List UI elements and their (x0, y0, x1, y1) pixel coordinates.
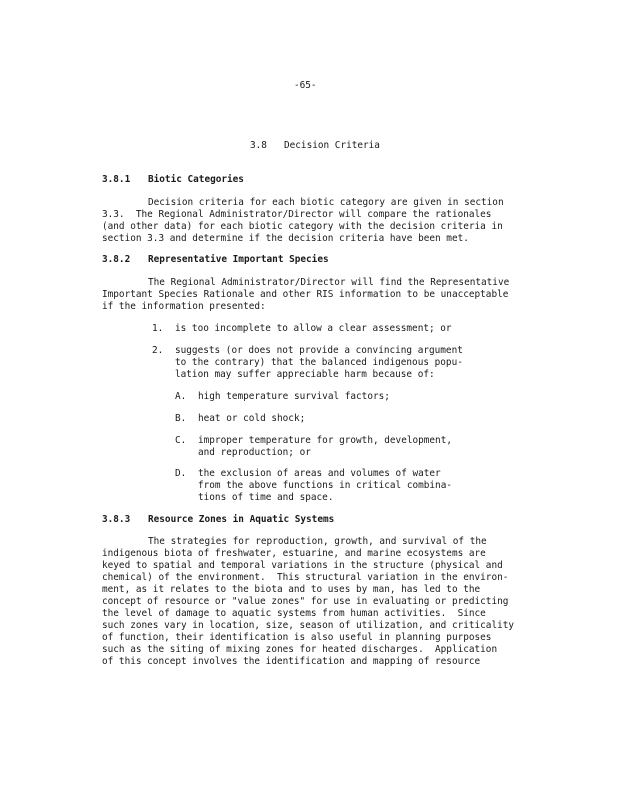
list-item-line: heat or cold shock; (198, 413, 306, 424)
paragraph-line: the level of damage to aquatic systems from human activities. Since (102, 608, 486, 619)
paragraph-line: keyed to spatial and temporal variations in the structure (physical and (102, 560, 503, 571)
list-item-line: the exclusion of areas and volumes of water (198, 468, 441, 479)
paragraph-line: chemical) of the environment. This structural variation in the environ- (102, 572, 509, 583)
paragraph-line: The strategies for reproduction, growth, and survival of the (148, 536, 487, 547)
list-marker: 1. (152, 323, 164, 334)
paragraph-line: The Regional Administrator/Director will find the Representative (148, 277, 510, 288)
list-item-line: to the contrary) that the balanced indigenous popu- (175, 357, 463, 368)
list-item-line: tions of time and space. (198, 492, 334, 503)
paragraph-line: section 3.3 and determine if the decision criteria have been met. (102, 233, 469, 244)
paragraph-line: such zones vary in location, size, season of utilization, and criticality (102, 620, 515, 631)
list-marker: A. (175, 391, 187, 402)
list-item-line: improper temperature for growth, development, (198, 435, 452, 446)
subsection-number: 3.8.1 (102, 174, 131, 185)
section-title: Decision Criteria (284, 140, 380, 151)
list-marker: C. (175, 435, 187, 446)
paragraph-line: if the information presented: (102, 301, 266, 312)
paragraph-line: 3.3. The Regional Administrator/Director will compare the rationales (102, 209, 492, 220)
list-item-line: from the above functions in critical combina- (198, 480, 452, 491)
list-item-line: suggests (or does not provide a convincing argument (175, 345, 463, 356)
paragraph-line: concept of resource or "value zones" for use in evaluating or predicting (102, 596, 509, 607)
list-marker: D. (175, 468, 187, 479)
list-item-line: lation may suffer appreciable harm because of: (175, 369, 435, 380)
paragraph-line: ment, as it relates to the biota and to uses by man, has led to the (102, 584, 481, 595)
paragraph-line: Decision criteria for each biotic category are given in section (148, 197, 504, 208)
list-item-line: and reproduction; or (198, 447, 311, 458)
section-number: 3.8 (250, 140, 267, 151)
subsection-title: Representative Important Species (148, 254, 329, 265)
list-marker: 2. (152, 345, 164, 356)
list-item-line: high temperature survival factors; (198, 391, 390, 402)
subsection-number: 3.8.2 (102, 254, 131, 265)
list-marker: B. (175, 413, 187, 424)
subsection-title: Resource Zones in Aquatic Systems (148, 514, 335, 525)
paragraph-line: such as the siting of mixing zones for heated discharges. Application (102, 644, 498, 655)
paragraph-line: indigenous biota of freshwater, estuarine, and marine ecosystems are (102, 548, 486, 559)
paragraph-line: Important Species Rationale and other RIS information to be unacceptable (102, 289, 509, 300)
subsection-number: 3.8.3 (102, 514, 131, 525)
page-number: -65- (294, 80, 317, 91)
paragraph-line: (and other data) for each biotic category with the decision criteria in (102, 221, 503, 232)
paragraph-line: of function, their identification is also useful in planning purposes (102, 632, 492, 643)
subsection-title: Biotic Categories (148, 174, 244, 185)
list-item-line: is too incomplete to allow a clear assessment; or (175, 323, 452, 334)
paragraph-line: of this concept involves the identification and mapping of resource (102, 656, 481, 667)
